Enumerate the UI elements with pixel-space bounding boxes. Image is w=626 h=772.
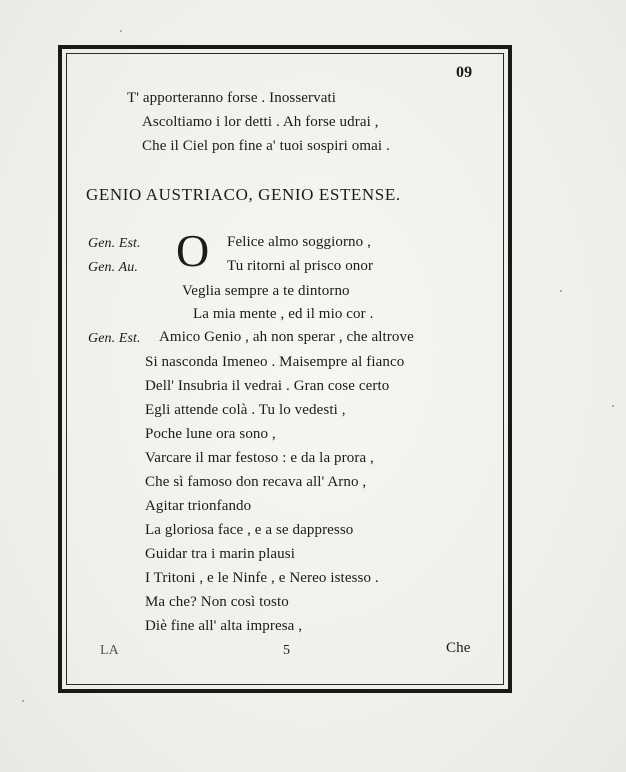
footer-catchword: Che [446,640,471,656]
pre-line: Ascoltiamo i lor detti . Ah forse udrai , [142,114,379,130]
speech-line: La gloriosa face , e a se dappresso [145,522,354,538]
page-number: 09 [456,64,473,81]
speech-line: Agitar trionfando [145,498,252,514]
speech-line: Guidar tra i marin plausi [145,546,295,562]
verse-line: La mia mente , ed il mio cor . [193,306,374,322]
footer-signature: LA [100,643,119,658]
verse-line: Tu ritorni al prisco onor [227,258,374,274]
speck [22,700,24,702]
speech-line: Amico Genio , ah non sperar , che altrove [159,329,414,345]
footer-signature-number: 5 [283,643,291,658]
speck [612,405,614,407]
verse-line: Veglia sempre a te dintorno [182,283,350,299]
pre-line: T' apporteranno forse . Inosservati [127,90,337,106]
speech-line: Ma che? Non così tosto [145,594,289,610]
speech-line: Dell' Insubria il vedrai . Gran cose certo [145,378,390,394]
verse-line: Felice almo soggiorno , [227,234,371,250]
pre-line: Che il Ciel pon fine a' tuoi sospiri omai . [142,138,390,154]
speaker-label: Gen. Est. [88,236,141,251]
speaker-label: Gen. Est. [88,331,141,346]
speck [120,30,122,32]
speech-line: Egli attende colà . Tu lo vedesti , [145,402,346,418]
speech-line: Che sì famoso don recava all' Arno , [145,474,367,490]
speck [560,290,562,292]
section-heading: GENIO AUSTRIACO, GENIO ESTENSE. [86,185,401,204]
drop-cap: O [176,225,210,276]
speech-line: I Tritoni , e le Ninfe , e Nereo istesso . [145,570,379,586]
speech-line: Poche lune ora sono , [145,426,276,442]
speech-line: Varcare il mar festoso : e da la prora , [145,450,374,466]
speech-line: Si nasconda Imeneo . Maisempre al fianco [145,354,405,370]
speech-line: Diè fine all' alta impresa , [145,618,303,634]
speaker-label: Gen. Au. [88,260,138,275]
